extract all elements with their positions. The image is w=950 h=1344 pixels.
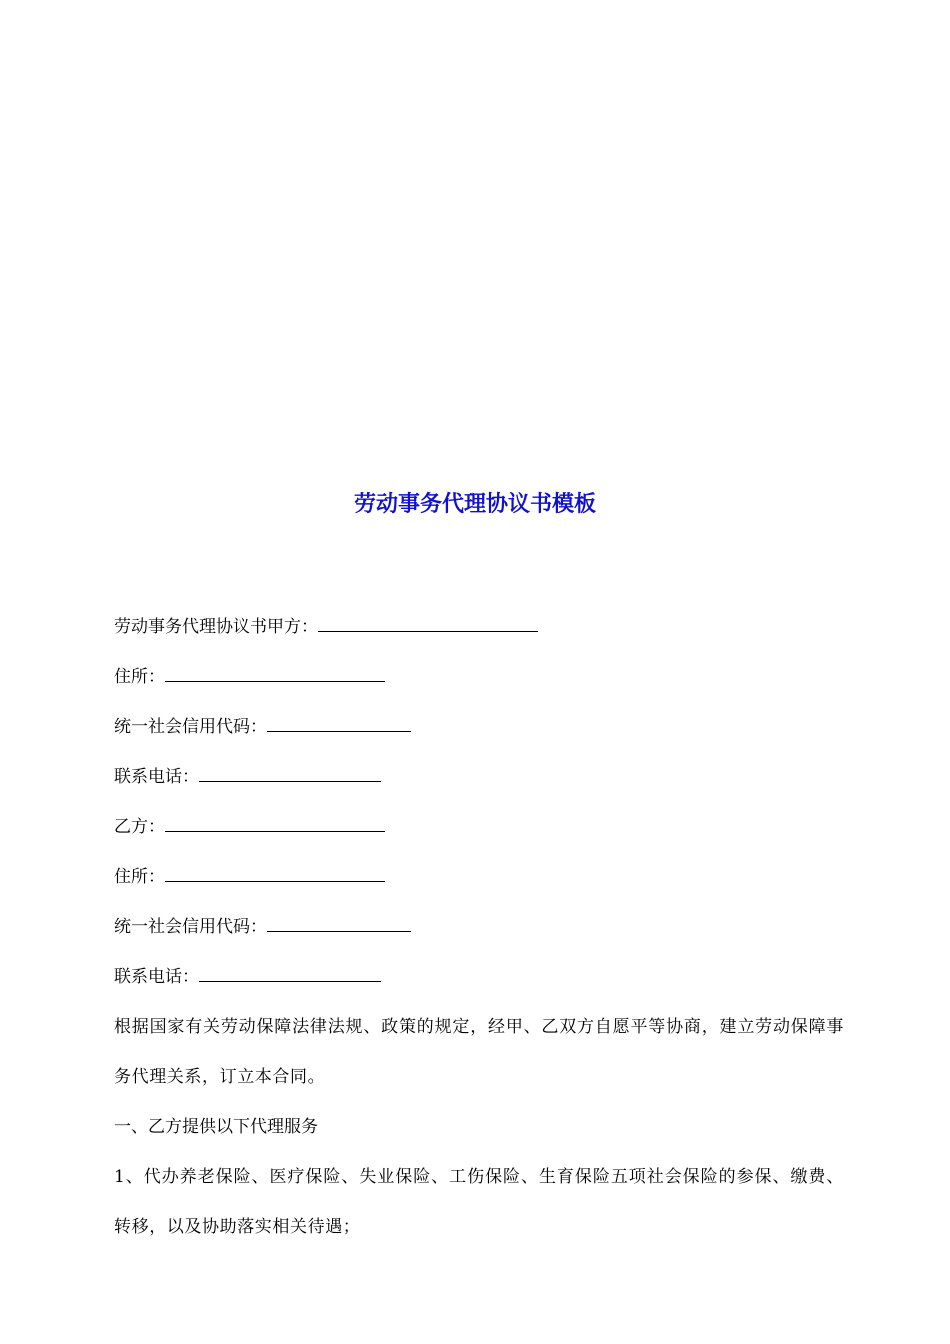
field-party-a-address xyxy=(114,652,844,702)
document-title: 劳动事务代理协议书模板 xyxy=(353,491,596,517)
field-label: 劳动事务代理协议书甲方： xyxy=(114,617,318,637)
field-label: 统一社会信用代码： xyxy=(114,917,267,937)
field-party-a xyxy=(114,602,844,652)
fill-in-blank[interactable] xyxy=(267,917,411,932)
fill-in-blank[interactable] xyxy=(318,617,538,632)
field-label: 乙方： xyxy=(114,817,165,837)
field-party-b xyxy=(114,802,844,852)
field-party-b-address xyxy=(114,852,844,902)
fill-in-blank[interactable] xyxy=(199,767,381,782)
field-party-a-credit-code xyxy=(114,702,844,752)
field-label: 住所： xyxy=(114,667,165,687)
field-party-a-phone xyxy=(114,752,844,802)
paragraph-preamble: 根据国家有关劳动保障法律法规、政策的规定，经甲、乙双方自愿平等协商，建立劳动保障事务代理关系，订立本合同。 xyxy=(114,1017,844,1087)
field-label: 统一社会信用代码： xyxy=(114,717,267,737)
fill-in-blank[interactable] xyxy=(199,967,381,982)
field-party-b-credit-code xyxy=(114,902,844,952)
fill-in-blank[interactable] xyxy=(267,717,411,732)
paragraph-service-1: 1、代办养老保险、医疗保险、失业保险、工伤保险、生育保险五项社会保险的参保、缴费、转移，以及协助落实相关待遇； xyxy=(114,1167,844,1237)
field-label: 联系电话： xyxy=(114,767,199,787)
section-heading-services: 一、乙方提供以下代理服务 xyxy=(114,1117,318,1137)
document-body xyxy=(114,602,844,1252)
fill-in-blank[interactable] xyxy=(165,667,385,682)
fill-in-blank[interactable] xyxy=(165,867,385,882)
field-label: 联系电话： xyxy=(114,967,199,987)
field-party-b-phone xyxy=(114,952,844,1002)
fill-in-blank[interactable] xyxy=(165,817,385,832)
field-label: 住所： xyxy=(114,867,165,887)
